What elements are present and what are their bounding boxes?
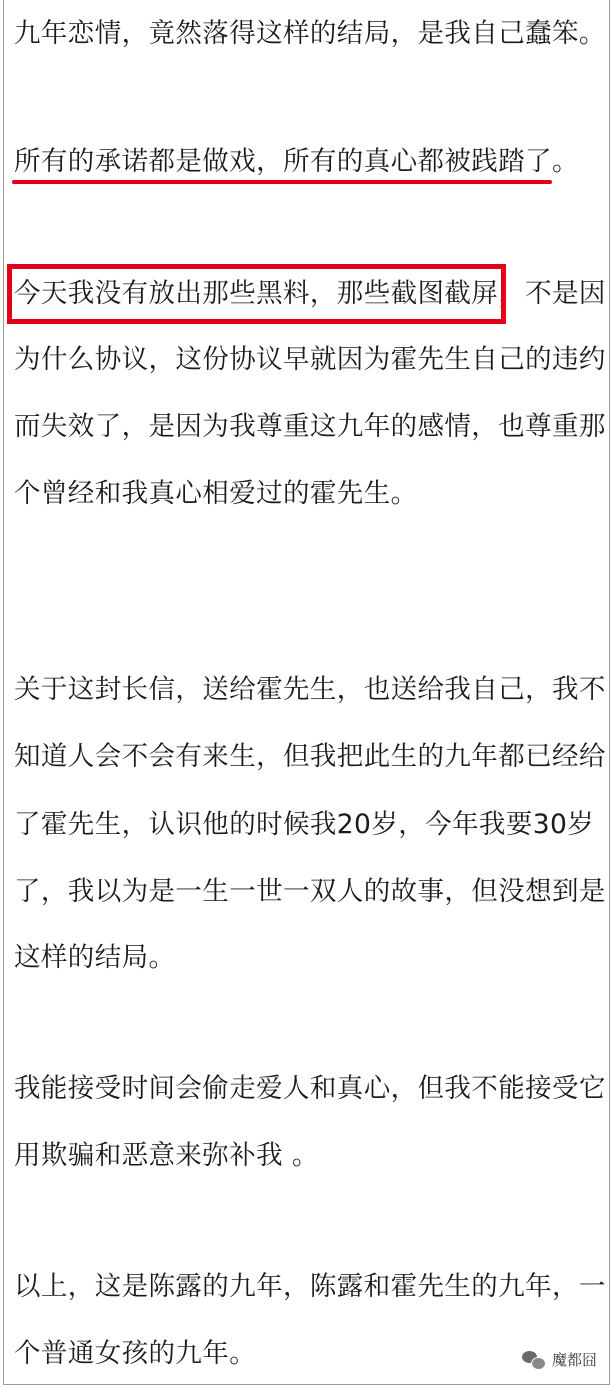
red-box-annotation [7, 264, 506, 324]
text-line: 关于这封长信，送给霍先生，也送给我自己，我不 [14, 674, 606, 705]
text-line: 以上，这是陈露的九年，陈露和霍先生的九年，一 [14, 1271, 606, 1302]
text-line: 个曾经和我真心相爱过的霍先生。 [14, 478, 418, 509]
watermark [522, 1349, 597, 1370]
text-line-underlined: 所有的承诺都是做戏，所有的真心都被践踏了。 [14, 146, 579, 177]
text-line: 我能接受时间会偷走爱人和真心，但我不能接受它 [14, 1073, 606, 1104]
text-line: 九年恋情，竟然落得这样的结局，是我自己蠢笨。 [14, 18, 606, 49]
text-line: 这样的结局。 [14, 942, 176, 973]
watermark-text: 魔都囧 [551, 1351, 597, 1369]
text-line: 个普通女孩的九年。 [14, 1338, 257, 1369]
text-line: 而失效了，是因为我尊重这九年的感情，也尊重那 [14, 411, 606, 442]
text-line: 知道人会不会有来生，但我把此生的九年都已经给 [14, 741, 606, 772]
text-line: 了，我以为是一生一世一双人的故事，但没想到是 [14, 876, 606, 907]
text-line: 为什么协议，这份协议早就因为霍先生自己的违约 [14, 344, 606, 375]
text-line: 用欺骗和恶意来弥补我 。 [14, 1140, 319, 1171]
text-line: 了霍先生，认识他的时候我20岁，今年我要30岁 [14, 809, 595, 840]
red-underline-annotation [12, 180, 552, 184]
text-line-boxed: 今天我没有放出那些黑料，那些截图截屏，不是因 [14, 278, 606, 309]
wechat-icon [522, 1350, 546, 1370]
